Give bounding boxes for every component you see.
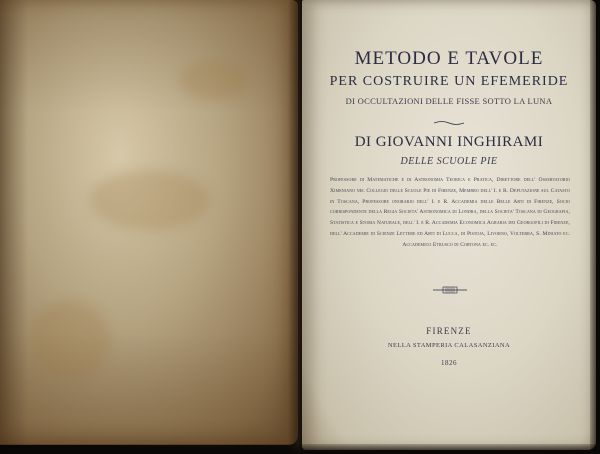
imprint-city: FIRENZE (426, 326, 472, 336)
paper-stain (30, 300, 110, 380)
rule-ornament-icon (434, 120, 464, 126)
fleuron-ornament-icon (433, 286, 467, 294)
page-bottom-shadow (0, 444, 600, 454)
left-blank-page (0, 0, 298, 445)
subtitle-line: DI OCCULTAZIONI DELLE FISSE SOTTO LA LUNA (345, 96, 553, 106)
page-edge-shadow (590, 0, 600, 454)
author-affiliation: DELLE SCUOLE PIE (400, 156, 498, 167)
imprint-year: 1826 (441, 359, 457, 367)
subtitle: PER COSTRUIRE UN EFEMERIDE (329, 74, 569, 89)
paper-stain (180, 60, 250, 100)
imprint-printer: NELLA STAMPERIA CALASANZIANA (387, 342, 511, 349)
author-name: DI GIOVANNI INGHIRAMI (354, 134, 544, 150)
main-title: METODO E TAVOLE (354, 48, 544, 69)
paper-stain (90, 170, 210, 230)
author-credentials: Professore di Matematiche e di Astronomia Teorica e Pratica, Direttore dell' Osservatorio Ximeniano nel Collegio delle Scuole Pie di Firenze, Membro dell' I. e R. Deputazione sul Catasto in Toscana, Professore onorario dell' I. e R. Accademia delle Belle Arti di Firenze, Socio corrispondente della Regia Societa' Astronomica di Londra, della Societa' Toscana di Geografia, Statistica e Storia Naturale, dell' I. e R. Accademia Economica Agraria dei Georgofili di Firenze, dell' Accademie di Scienze Lettere ed Arti di Lucca, di Pistoja, Livorno, Volterra, S. Miniato ec. Accademico Etrusco di Cortona ec. ec. (330, 177, 570, 248)
